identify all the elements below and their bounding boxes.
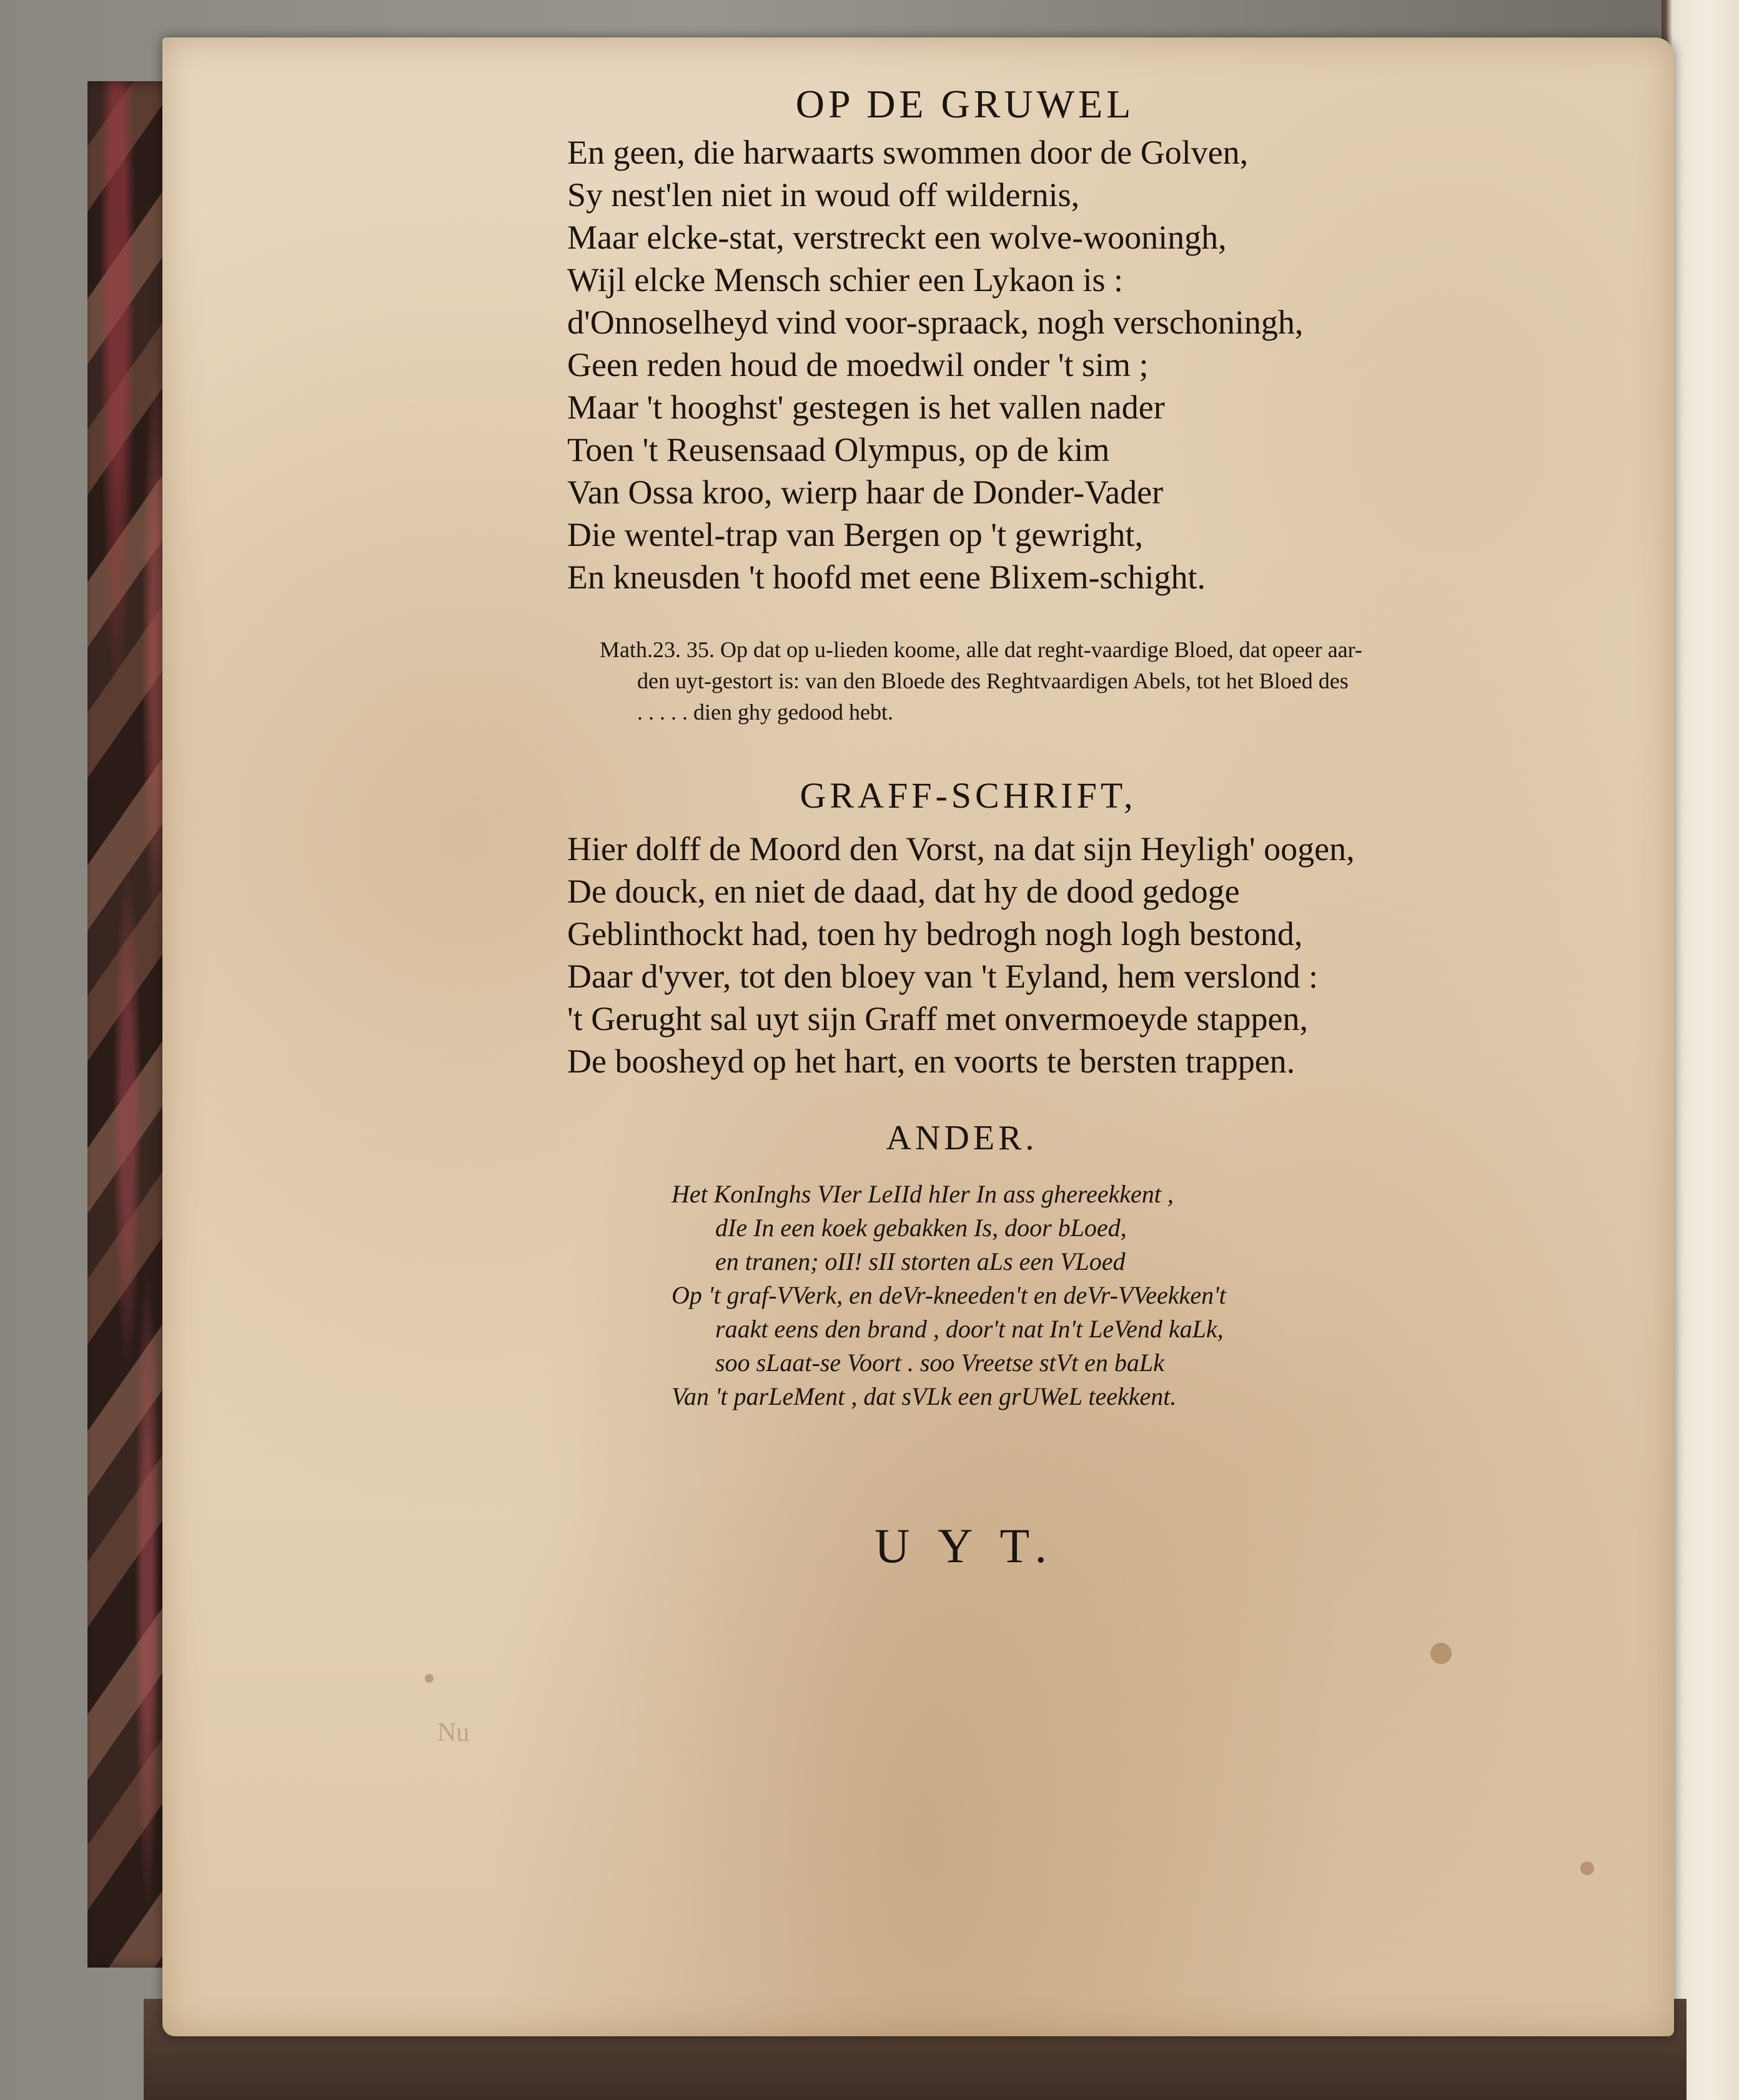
- poem-line: De boosheyd op het hart, en voorts te bersten trappen.: [567, 1043, 1296, 1080]
- note-line: den uyt-gestort is: van den Bloede des Reghtvaardigen Abels, tot het Bloed des: [637, 668, 1349, 693]
- poem-line: d'Onnoselheyd vind voor-spraack, nogh verschoningh,: [567, 304, 1304, 341]
- poem-line: Toen 't Reusensaad Olympus, op de kim: [567, 431, 1110, 468]
- poem-line: Die wentel-trap van Bergen op 't gewright,: [567, 516, 1143, 553]
- note-line: Math.23. 35. Op dat op u-lieden koome, alle dat reght-vaardige Bloed, dat opeer aar-: [600, 637, 1362, 662]
- poem-line: Geblinthockt had, toen hy bedrogh nogh logh bestond,: [567, 915, 1303, 953]
- poem-line: En kneusden 't hoofd met eene Blixem-schight.: [567, 558, 1206, 596]
- poem-line: Sy nest'len niet in woud off wildernis,: [567, 176, 1080, 214]
- poem-graff-schrift: [567, 828, 1355, 1082]
- poem-line: Maar 't hooghst' gestegen is het vallen nader: [567, 389, 1165, 426]
- poem-line: Op 't graf-VVerk, en deVr-kneeden't en deVr-VVeekken't: [671, 1281, 1226, 1309]
- poem-line: Geen reden houd de moedwil onder 't sim ;: [567, 346, 1149, 384]
- bleed-through-text: Nu: [437, 1718, 470, 1747]
- poem-line: en tranen; oII! sII storten aLs een VLoed: [715, 1247, 1126, 1275]
- poem-line: En geen, die harwaarts swommen door de Golven,: [567, 134, 1249, 171]
- poem-line: dIe In een koek gebakken Is, door bLoed,: [715, 1214, 1127, 1242]
- note-line: . . . . . dien ghy gedood hebt.: [637, 700, 893, 725]
- poem-line: soo sLaat-se Voort . soo Vreetse stVt en baLk: [715, 1349, 1164, 1377]
- heading-ander: ANDER.: [886, 1119, 1038, 1157]
- poem-line: Daar d'yver, tot den bloey van 't Eyland, hem verslond :: [567, 958, 1318, 995]
- poem-line: raakt eens den brand , door't nat In't LeVend kaLk,: [715, 1315, 1224, 1343]
- finis-uyt: U Y T.: [874, 1518, 1056, 1573]
- scripture-note: [600, 634, 1362, 728]
- foxing-stain: [1430, 1643, 1452, 1664]
- heading-op-de-gruwel: OP DE GRUWEL: [795, 82, 1135, 126]
- poem-line: Maar elcke-stat, verstreckt een wolve-wooningh,: [567, 219, 1227, 256]
- poem-line: 't Gerught sal uyt sijn Graff met onvermoeyde stappen,: [567, 1000, 1308, 1038]
- foxing-stain: [425, 1674, 434, 1683]
- poem-line: Hier dolff de Moord den Vorst, na dat sijn Heyligh' oogen,: [567, 830, 1355, 868]
- chronogram-poem: [671, 1177, 1226, 1414]
- poem-line: De douck, en niet de daad, dat hy de dood gedoge: [567, 873, 1240, 910]
- heading-graff-schrift: GRAFF-SCHRIFT,: [800, 775, 1137, 816]
- poem-line: Wijl elcke Mensch schier een Lykaon is :: [567, 261, 1124, 299]
- poem-op-de-gruwel: [567, 131, 1303, 598]
- poem-line: Van 't parLeMent , dat sVLk een grUWeL teekkent.: [671, 1382, 1177, 1410]
- book-page: [162, 37, 1674, 2036]
- poem-line: Het KonInghs VIer LeIId hIer In ass ghereekkent ,: [671, 1180, 1174, 1208]
- foxing-stain: [1580, 1861, 1594, 1875]
- poem-line: Van Ossa kroo, wierp haar de Donder-Vader: [567, 473, 1164, 511]
